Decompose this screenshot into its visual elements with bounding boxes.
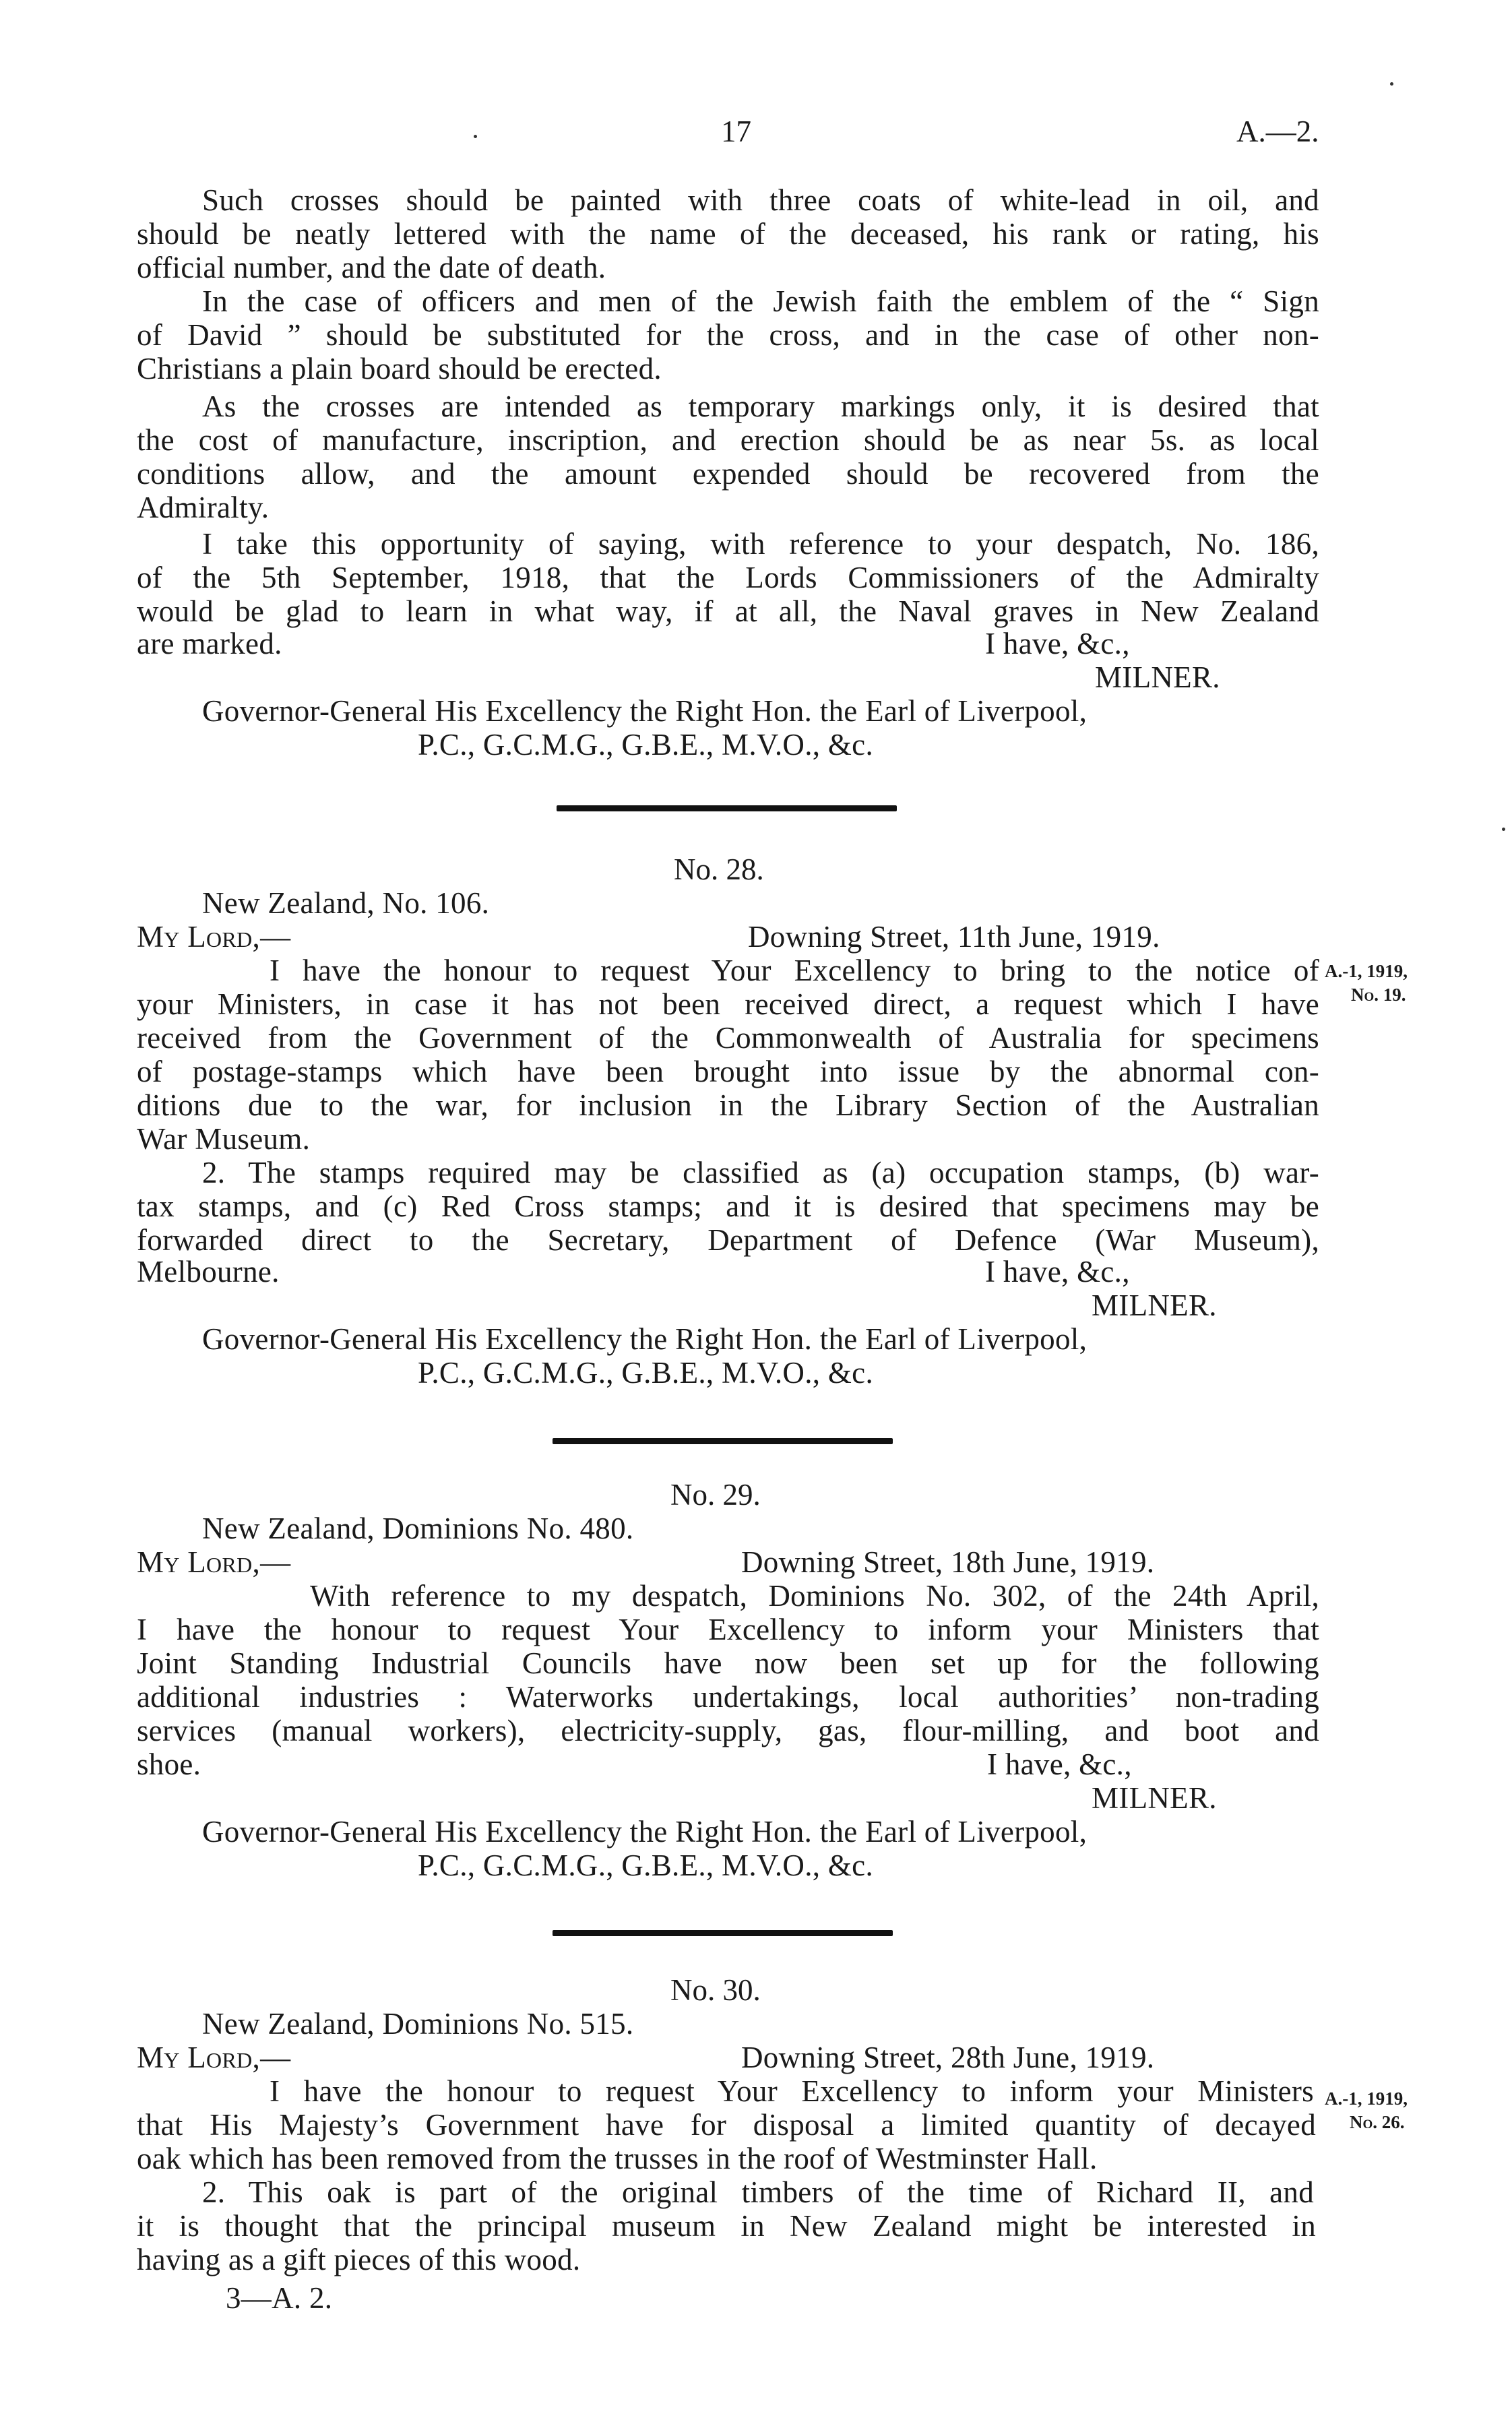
closing-left: Melbourne.: [137, 1255, 280, 1289]
section-divider: [557, 805, 897, 811]
paragraph-line: Admiralty.: [137, 491, 270, 524]
signature: MILNER.: [1092, 1781, 1217, 1815]
paragraph-line: services (manual workers), electricity-supply, gas, flour-milling, and boot and: [137, 1714, 1319, 1747]
place-date: Downing Street, 18th June, 1919.: [741, 1545, 1155, 1579]
letter-reference: New Zealand, Dominions No. 515.: [202, 2007, 634, 2041]
print-speck: [474, 135, 477, 138]
paragraph-line: War Museum.: [137, 1122, 311, 1156]
addressee-line: P.C., G.C.M.G., G.B.E., M.V.O., &c.: [418, 728, 874, 762]
letter-number: No. 29.: [670, 1478, 761, 1512]
paragraph-line: Joint Standing Industrial Councils have now been set up for the following: [137, 1646, 1319, 1680]
addressee-line: P.C., G.C.M.G., G.B.E., M.V.O., &c.: [418, 1356, 874, 1390]
paragraph-line: should be neatly lettered with the name of the deceased, his rank or rating, his: [137, 217, 1319, 251]
print-speck: [1502, 828, 1505, 831]
salutation: My Lord,—: [137, 2041, 291, 2074]
paragraph-line: oak which has been removed from the trusses in the roof of Westminster Hall.: [137, 2142, 1098, 2175]
signature: MILNER.: [1095, 660, 1220, 694]
margin-note: No. 26.: [1350, 2112, 1405, 2132]
place-date: Downing Street, 28th June, 1919.: [741, 2041, 1155, 2074]
letter-number: No. 30.: [670, 1973, 761, 2007]
closing-right: I have, &c.,: [985, 1255, 1130, 1289]
closing-left: shoe.: [137, 1747, 201, 1781]
paragraph-line: received from the Government of the Commonwealth of Australia for specimens: [137, 1021, 1319, 1055]
paragraph-line: I have the honour to request Your Excellency to inform your Ministers: [270, 2074, 1314, 2108]
document-reference: A.—2.: [1236, 115, 1319, 148]
margin-note: A.-1, 1919,: [1325, 961, 1408, 981]
letter-number: No. 28.: [674, 852, 764, 886]
addressee-line: Governor-General His Excellency the Right Hon. the Earl of Liverpool,: [202, 1815, 1088, 1849]
paragraph-line: In the case of officers and men of the Jewish faith the emblem of the “ Sign: [202, 284, 1319, 318]
paragraph-line: official number, and the date of death.: [137, 251, 606, 284]
paragraph-line: Such crosses should be painted with three coats of white-lead in oil, and: [202, 183, 1319, 217]
paragraph-line: the cost of manufacture, inscription, and erection should be as near 5s. as local: [137, 423, 1319, 457]
paragraph-line: ditions due to the war, for inclusion in the Library Section of the Australian: [137, 1088, 1319, 1122]
section-divider: [553, 1438, 893, 1444]
salutation: My Lord,—: [137, 920, 291, 954]
paragraph-line: forwarded direct to the Secretary, Department of Defence (War Museum),: [137, 1223, 1319, 1257]
paragraph-line: of David ” should be substituted for the cross, and in the case of other non-: [137, 318, 1319, 352]
paragraph-line: I have the honour to request Your Excellency to bring to the notice of: [270, 954, 1319, 987]
page-number: 17: [721, 115, 751, 148]
paragraph-line: of the 5th September, 1918, that the Lords Commissioners of the Admiralty: [137, 561, 1319, 594]
paragraph-line: of postage-stamps which have been brought into issue by the abnormal con-: [137, 1055, 1319, 1088]
paragraph-line: that His Majesty’s Government have for disposal a limited quantity of decayed: [137, 2108, 1316, 2142]
letter-reference: New Zealand, No. 106.: [202, 886, 490, 920]
paragraph-line: With reference to my despatch, Dominions No. 302, of the 24th April,: [310, 1579, 1319, 1613]
paragraph-line: 2. The stamps required may be classified as (a) occupation stamps, (b) war-: [202, 1156, 1319, 1189]
salutation: My Lord,—: [137, 1545, 291, 1579]
closing-left: are marked.: [137, 627, 282, 660]
closing-right: I have, &c.,: [985, 627, 1130, 660]
paragraph-line: your Ministers, in case it has not been received direct, a request which I have: [137, 987, 1319, 1021]
addressee-line: P.C., G.C.M.G., G.B.E., M.V.O., &c.: [418, 1849, 874, 1882]
paragraph-line: additional industries : Waterworks undertakings, local authorities’ non-trading: [137, 1680, 1319, 1714]
letter-reference: New Zealand, Dominions No. 480.: [202, 1512, 634, 1545]
margin-note: No. 19.: [1351, 985, 1406, 1005]
paragraph-line: 2. This oak is part of the original timbers of the time of Richard II, and: [202, 2175, 1314, 2209]
addressee-line: Governor-General His Excellency the Right Hon. the Earl of Liverpool,: [202, 694, 1088, 728]
place-date: Downing Street, 11th June, 1919.: [748, 920, 1160, 954]
paragraph-line: having as a gift pieces of this wood.: [137, 2243, 581, 2276]
print-speck: [1390, 82, 1393, 86]
margin-note: A.-1, 1919,: [1325, 2088, 1408, 2109]
paragraph-line: As the crosses are intended as temporary markings only, it is desired that: [202, 390, 1319, 423]
paragraph-line: would be glad to learn in what way, if at all, the Naval graves in New Zealand: [137, 594, 1319, 628]
paragraph-line: I take this opportunity of saying, with reference to your despatch, No. 186,: [202, 527, 1319, 561]
paragraph-line: it is thought that the principal museum in New Zealand might be interested in: [137, 2209, 1316, 2243]
signature: MILNER.: [1092, 1289, 1217, 1322]
printer-signature-mark: 3—A. 2.: [226, 2281, 333, 2315]
section-divider: [553, 1930, 893, 1936]
closing-right: I have, &c.,: [987, 1747, 1132, 1781]
paragraph-line: tax stamps, and (c) Red Cross stamps; and it is desired that specimens may be: [137, 1189, 1319, 1223]
paragraph-line: conditions allow, and the amount expended should be recovered from the: [137, 457, 1319, 491]
paragraph-line: I have the honour to request Your Excellency to inform your Ministers that: [137, 1613, 1319, 1646]
addressee-line: Governor-General His Excellency the Right Hon. the Earl of Liverpool,: [202, 1322, 1088, 1356]
paragraph-line: Christians a plain board should be erected.: [137, 352, 662, 385]
